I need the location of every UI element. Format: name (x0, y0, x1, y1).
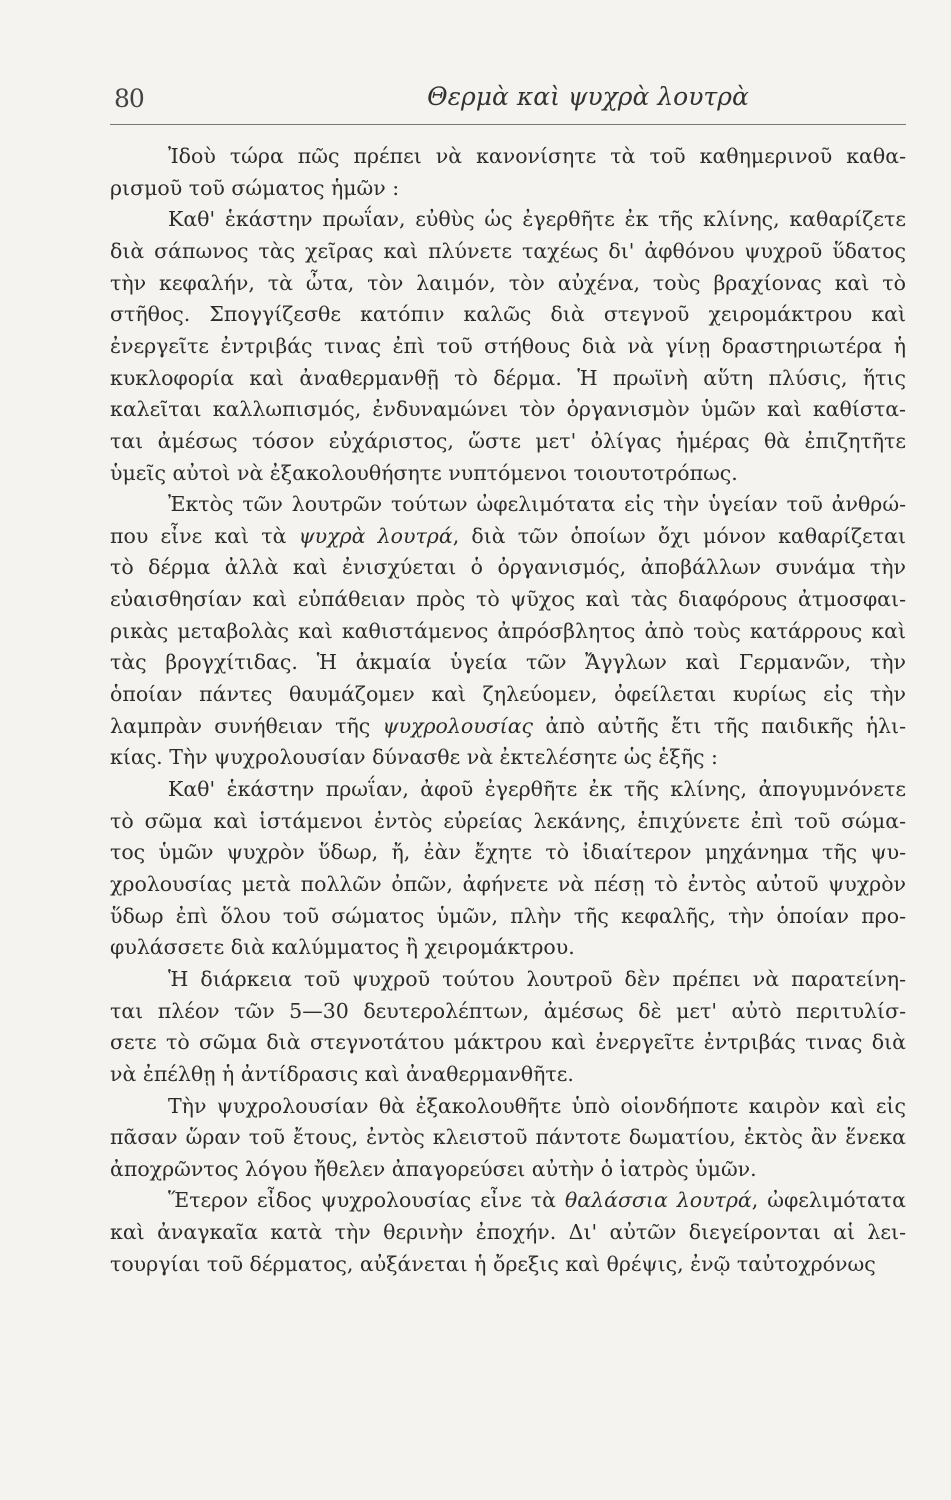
text-line: νὰ ἐπέλθῃ ἡ ἀντίδρασις καὶ ἀναθερμανθῆτε. (110, 1061, 574, 1086)
text-line: σετε τὸ σῶμα διὰ στεγνοτάτου μάκτρου καὶ ἐνεργεῖτε ἐντριβάς τινας διὰ (110, 1030, 906, 1055)
text-line: κίας. Τὴν ψυχρολουσίαν δύνασθε νὰ ἐκτελέσητε ὡς ἑξῆς : (110, 745, 718, 770)
text-line: τὴν κεφαλήν, τὰ ὦτα, τὸν λαιμόν, τὸν αὐχένα, τοὺς βραχίονας καὶ τὸ (110, 270, 906, 295)
text-line: στῆθος. Σπογγίζεσθε κατόπιν καλῶς διὰ στεγνοῦ χειρομάκτρου καὶ (110, 302, 906, 327)
text-line: διὰ σάπωνος τὰς χεῖρας καὶ πλύνετε ταχέως δι' ἀφθόνου ψυχροῦ ὕδατος (110, 238, 906, 263)
text-line: Ἐκτὸς τῶν λουτρῶν τούτων ὠφελιμότατα εἰς τὴν ὑγείαν τοῦ ἀνθρώ- (168, 492, 906, 517)
running-title: Θερμὰ καὶ ψυχρὰ λουτρὰ (427, 82, 749, 111)
text-line: καὶ ἀναγκαῖα κατὰ τὴν θερινὴν ἐποχήν. Δι' αὐτῶν διεγείρονται αἱ λει- (110, 1220, 906, 1245)
text-line: τὰς βρογχίτιδας. Ἡ ἀκμαία ὑγεία τῶν Ἄγγλων καὶ Γερμανῶν, τὴν (110, 650, 906, 675)
text-line: ἀποχρῶντος λόγου ἤθελεν ἀπαγορεύσει αὐτὴν ὁ ἰατρὸς ὑμῶν. (110, 1156, 757, 1181)
text-line: Ἰδοὺ τώρα πῶς πρέπει νὰ κανονίσητε τὰ τοῦ καθημερινοῦ καθα- (168, 144, 906, 168)
text-line: λαμπρὰν συνήθειαν τῆς ψυχρολουσίας ἀπὸ αὐτῆς ἔτι τῆς παιδικῆς ἡλι- (110, 713, 906, 738)
text-line: καλεῖται καλλωπισμός, ἐνδυναμώνει τὸν ὀργανισμὸν ὑμῶν καὶ καθίστα- (110, 397, 906, 422)
text-line: ὁποίαν πάντες θαυμάζομεν καὶ ζηλεύομεν, ὀφείλεται κυρίως εἰς τὴν (110, 682, 906, 707)
text-line: ἐνεργεῖτε ἐντριβάς τινας ἐπὶ τοῦ στήθους διὰ νὰ γίνῃ δραστηριωτέρα ἡ (110, 333, 906, 358)
text-line: τὸ δέρμα ἀλλὰ καὶ ἐνισχύεται ὁ ὀργανισμός, ἀποβάλλων συνάμα τὴν (110, 555, 906, 580)
text-line: κυκλοφορία καὶ ἀναθερμανθῇ τὸ δέρμα. Ἡ πρωϊνὴ αὕτη πλύσις, ἥτις (110, 365, 906, 390)
text-line: Ἡ διάρκεια τοῦ ψυχροῦ τούτου λουτροῦ δὲν πρέπει νὰ παρατείνη- (168, 966, 906, 991)
text-line: εὐαισθησίαν καὶ εὐπάθειαν πρὸς τὸ ψῦχος καὶ τὰς διαφόρους ἀτμοσφαι- (110, 587, 906, 612)
text-line: ρισμοῦ τοῦ σώματος ἡμῶν : (110, 175, 400, 200)
text-line: φυλάσσετε διὰ καλύμματος ἢ χειρομάκτρου. (110, 935, 575, 960)
text-line: πᾶσαν ὥραν τοῦ ἔτους, ἐντὸς κλειστοῦ πάντοτε δωματίου, ἐκτὸς ἂν ἕνεκα (110, 1125, 906, 1150)
running-header (108, 78, 908, 118)
header-rule (110, 124, 906, 125)
text-line: Ἕτερον εἶδος ψυχρολουσίας εἶνε τὰ θαλάσσια λουτρά, ὠφελιμότατα (168, 1188, 906, 1213)
text-line: ρικὰς μεταβολὰς καὶ καθιστάμενος ἀπρόσβλητος ἀπὸ τοὺς κατάρρους καὶ (110, 618, 906, 643)
page-number: 80 (114, 84, 144, 113)
text-line: Τὴν ψυχρολουσίαν θὰ ἐξακολουθῆτε ὑπὸ οἱονδήποτε καιρὸν καὶ εἰς (168, 1093, 906, 1118)
text-line: ὕδωρ ἐπὶ ὅλου τοῦ σώματος ὑμῶν, πλὴν τῆς κεφαλῆς, τὴν ὁποίαν προ- (110, 903, 906, 928)
text-line: Καθ' ἑκάστην πρωΐαν, εὐθὺς ὡς ἐγερθῆτε ἐκ τῆς κλίνης, καθαρίζετε (168, 207, 906, 232)
text-line: ὑμεῖς αὐτοὶ νὰ ἐξακολουθήσητε νυπτόμενοι τοιουτοτρόπως. (110, 460, 738, 485)
text-line: τος ὑμῶν ψυχρὸν ὕδωρ, ἤ, ἐὰν ἔχητε τὸ ἰδιαίτερον μηχάνημα τῆς ψυ- (110, 840, 906, 865)
text-line: Καθ' ἑκάστην πρωΐαν, ἀφοῦ ἐγερθῆτε ἐκ τῆς κλίνης, ἀπογυμνόνετε (168, 777, 906, 801)
text-line: τουργίαι τοῦ δέρματος, αὐξάνεται ἡ ὄρεξις καὶ θρέψις, ἐνῷ ταὐτοχρόνως (110, 1251, 876, 1276)
text-line: ται πλέον τῶν 5—30 δευτερολέπτων, ἀμέσως δὲ μετ' αὐτὸ περιτυλίσ- (110, 998, 906, 1023)
text-line: τὸ σῶμα καὶ ἱστάμενοι ἐντὸς εὐρείας λεκάνης, ἐπιχύνετε ἐπὶ τοῦ σώμα- (110, 808, 906, 833)
text-line: που εἶνε καὶ τὰ ψυχρὰ λουτρά, διὰ τῶν ὁποίων ὄχι μόνον καθαρίζεται (110, 523, 906, 548)
text-line: χρολουσίας μετὰ πολλῶν ὀπῶν, ἀφήνετε νὰ πέσῃ τὸ ἐντὸς αὐτοῦ ψυχρὸν (110, 871, 906, 896)
text-line: ται ἀμέσως τόσον εὐχάριστος, ὥστε μετ' ὀλίγας ἡμέρας θὰ ἐπιζητῆτε (110, 428, 906, 453)
